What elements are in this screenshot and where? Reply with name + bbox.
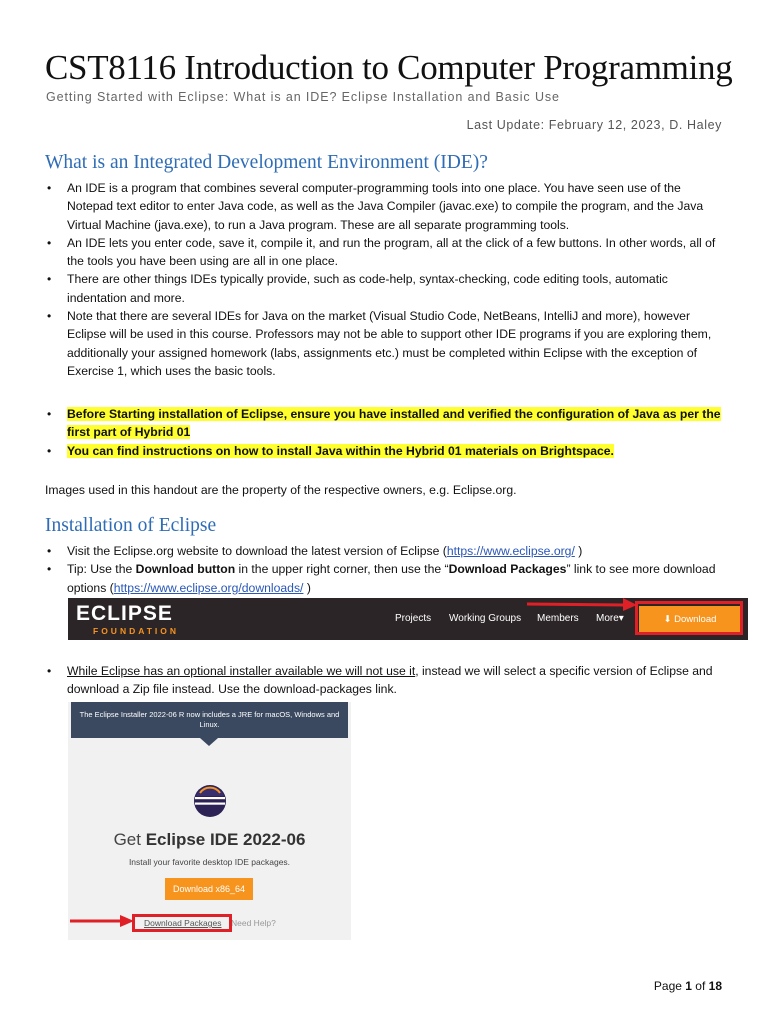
bullet-text: , instead we will select a specific version of Eclipse and download a Zip file instead. Use the download-packages link.	[67, 664, 713, 697]
eclipse-nav-screenshot	[68, 598, 748, 640]
bold-text: Download Packages	[448, 562, 567, 577]
install-text: Install your favorite desktop IDE packages.	[128, 857, 291, 867]
download-card-screenshot	[68, 702, 351, 940]
bullet-text: Tip: Use the	[67, 562, 136, 577]
heading-installation: Installation of Eclipse	[45, 515, 217, 536]
eclipse-downloads-link[interactable]: https://www.eclipse.org/downloads/	[113, 580, 304, 595]
list-item: • Note that there are several IDEs for Java on the market (Visual Studio Code, NetBeans, IntelliJ and more), however Eclipse will be used in this course. Professors may not be able to support other IDE programs if you are exploring them, additionally your assigned homework (labs, assignments etc.) must be completed within Eclipse with the exception of Exercise 1, which uses the basic tools.	[45, 307, 725, 380]
eclipse-logo	[76, 602, 236, 636]
page-number	[654, 979, 722, 993]
nav-working-groups[interactable]: Working Groups	[449, 613, 522, 624]
page-current: 1	[685, 979, 692, 993]
list-item	[45, 542, 725, 560]
get-prefix: Get	[113, 830, 146, 849]
heading-what-is-ide: What is an Integrated Development Environment (IDE)?	[45, 152, 488, 173]
eclipse-org-link[interactable]: https://www.eclipse.org/	[446, 544, 575, 558]
download-packages-link[interactable]: Download Packages	[144, 918, 222, 928]
banner-pointer	[200, 738, 218, 746]
bullet-text: Visit the Eclipse.org website to download the latest version of Eclipse (	[67, 544, 447, 558]
list-item	[45, 405, 725, 442]
page-title: CST8116 Introduction to Computer Programming	[45, 48, 733, 87]
list-item	[45, 560, 725, 597]
list-item: • There are other things IDEs typically provide, such as code-help, syntax-checking, code editing tools, automatic indentation and more.	[45, 270, 725, 307]
eclipse-orb-icon	[193, 784, 227, 818]
arrow-annotation-icon	[68, 913, 136, 929]
bullet-text: ” link to see more download options (	[67, 562, 716, 595]
last-update: Last Update: February 12, 2023, D. Haley	[466, 118, 722, 132]
bullet-text: )	[303, 580, 311, 595]
bullet-text: )	[574, 544, 583, 558]
logo-main-text: ECLIPSE	[76, 602, 173, 625]
page-of: of	[691, 979, 709, 993]
nav-more[interactable]: More▾	[596, 613, 624, 624]
page-subtitle: Getting Started with Eclipse: What is an IDE? Eclipse Installation and Basic Use	[46, 90, 560, 104]
get-version: Eclipse IDE 2022-06	[145, 830, 306, 849]
highlight-bullet-list	[45, 405, 725, 460]
bold-text: Download button	[135, 562, 236, 577]
annotation-box	[635, 601, 743, 635]
annotation-box	[132, 914, 232, 932]
underlined-text: While Eclipse has an optional installer available we will not use it	[67, 664, 416, 678]
download-x86-button[interactable]: Download x86_64	[165, 878, 253, 900]
list-item: • An IDE is a program that combines several computer-programming tools into one place. You have seen use of the Notepad text editor to enter Java code, as well as the Java Compiler (javac.exe) to compile the program, and the Java Virtual Machine (java.exe), to run a Java program. These are all separate programming tools.	[45, 179, 725, 234]
list-item	[45, 662, 725, 699]
need-help-link[interactable]: Need Help?	[231, 918, 276, 928]
installer-banner: The Eclipse Installer 2022-06 R now includes a JRE for macOS, Windows and Linux.	[71, 702, 348, 738]
ide-bullet-list	[45, 179, 725, 380]
bullet-text: in the upper right corner, then use the “	[235, 562, 449, 577]
logo-sub-text: FOUNDATION	[93, 626, 180, 636]
nav-members[interactable]: Members	[537, 613, 579, 624]
install-bullet-list	[45, 542, 725, 597]
download-button[interactable]: ⬇ Download	[639, 606, 741, 633]
get-eclipse-heading	[68, 830, 351, 850]
page-total: 18	[708, 979, 722, 993]
highlight-text: You can find instructions on how to install Java within the Hybrid 01 materials on Brightspace.	[67, 443, 614, 458]
highlight-text: Before Starting installation of Eclipse, ensure you have installed and verified the configuration of Java as per the first part of Hybrid 01	[67, 407, 721, 440]
install-bullet-list-2	[45, 662, 725, 699]
list-item: • An IDE lets you enter code, save it, compile it, and run the program, all at the click of a few buttons. In other words, all of the tools you have been using are all in one place.	[45, 234, 725, 271]
list-item	[45, 442, 725, 460]
arrow-annotation-icon	[525, 596, 640, 612]
nav-projects[interactable]: Projects	[395, 613, 432, 624]
page-prefix: Page	[653, 979, 686, 993]
images-note: Images used in this handout are the property of the respective owners, e.g. Eclipse.org.	[45, 483, 517, 497]
